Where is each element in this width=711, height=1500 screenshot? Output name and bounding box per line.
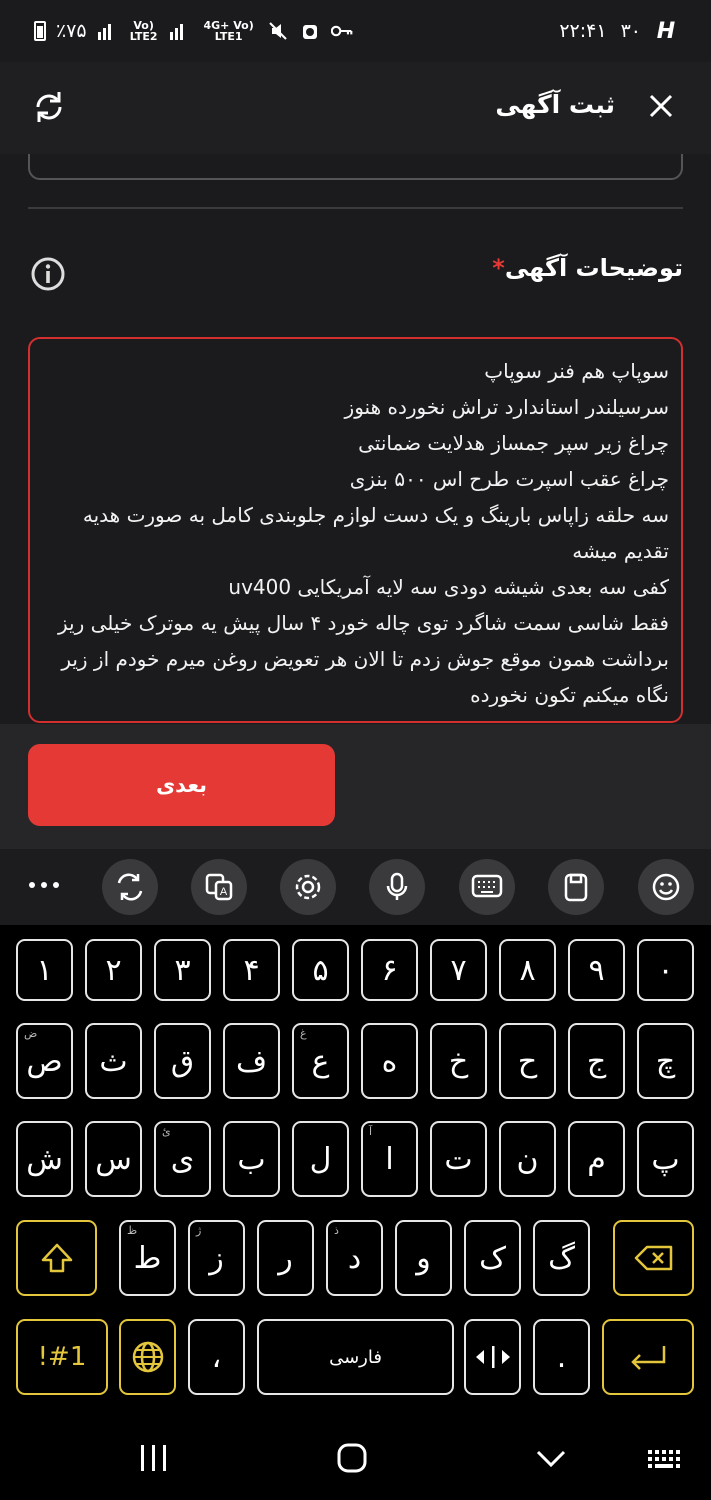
next-button[interactable]: بعدی <box>28 744 335 826</box>
key-label: ت <box>444 1141 473 1177</box>
key-hint: غ <box>300 1027 307 1040</box>
info-icon[interactable] <box>30 256 66 292</box>
description-line: تقدیم میشه <box>572 539 669 563</box>
microphone-icon[interactable] <box>369 859 425 915</box>
key-letter[interactable] <box>85 1121 142 1197</box>
mute-icon <box>267 21 289 41</box>
divider <box>28 207 683 209</box>
key-letter[interactable] <box>292 1121 349 1197</box>
key-label: ث <box>99 1043 128 1079</box>
keyboard-switch-icon[interactable] <box>646 1448 684 1476</box>
key-letter[interactable] <box>568 1121 625 1197</box>
shift-key[interactable] <box>16 1220 97 1296</box>
key-label: ر <box>278 1240 293 1276</box>
globe-icon <box>131 1340 165 1374</box>
key-label: م <box>587 1141 606 1177</box>
key-letter[interactable] <box>326 1220 383 1296</box>
key-icon <box>331 21 353 41</box>
description-line: کفی سه بعدی شیشه دودی سه لایه آمریکایی uv400 <box>228 575 669 599</box>
key-hint: آ <box>369 1125 373 1138</box>
app-bar <box>0 62 711 154</box>
app-h-icon: H <box>656 18 676 44</box>
navigation-bar <box>0 1420 711 1500</box>
svg-text:A: A <box>219 886 228 898</box>
key-label: ج <box>586 1043 607 1079</box>
enter-key[interactable] <box>602 1319 694 1395</box>
description-line: سرسیلندر استاندارد تراش نخورده هنوز <box>344 395 669 419</box>
key-label: ص <box>26 1043 63 1079</box>
key-letter[interactable] <box>568 1023 625 1099</box>
key-letter[interactable] <box>223 1121 280 1197</box>
description-line: نگاه میکنم تکون نخورده <box>470 683 669 707</box>
cursor-key[interactable] <box>464 1319 521 1395</box>
key-label: ن <box>516 1141 539 1177</box>
key-letter[interactable] <box>361 1121 418 1197</box>
period-key[interactable]: . <box>533 1319 590 1395</box>
key-label: ق <box>170 1043 195 1079</box>
key-letter[interactable] <box>361 1023 418 1099</box>
key-digit-7[interactable]: ۷ <box>430 939 487 1001</box>
chevron-down-icon[interactable] <box>535 1444 567 1476</box>
refresh-icon[interactable] <box>30 88 68 126</box>
text-convert-icon[interactable] <box>102 859 158 915</box>
key-label: چ <box>655 1043 676 1079</box>
page-title: ثبت آگهی <box>495 90 615 119</box>
network-label-1: Vo) LTE2 <box>129 19 158 43</box>
description-line: فقط شاسی سمت شاگرد توی چاله خورد ۴ سال پیش یه موترک خیلی ریز <box>58 611 669 635</box>
key-label: ه <box>381 1043 398 1079</box>
key-digit-3[interactable]: ۳ <box>154 939 211 1001</box>
key-letter[interactable] <box>499 1023 556 1099</box>
keyboard-mode-icon[interactable] <box>459 859 515 915</box>
signal-icon-2 <box>169 21 191 41</box>
date-number: ۳۰ <box>620 20 641 42</box>
shift-icon <box>39 1241 75 1275</box>
home-icon[interactable] <box>336 1442 368 1478</box>
language-key[interactable] <box>119 1319 176 1395</box>
key-hint: ظ <box>127 1224 138 1237</box>
description-textarea[interactable] <box>28 337 683 723</box>
comma-key[interactable]: ، <box>188 1319 245 1395</box>
recycle-icon <box>299 21 321 41</box>
bottom-action-area <box>0 724 711 849</box>
key-hint: ژ <box>196 1224 202 1237</box>
section-title <box>486 254 683 282</box>
key-digit-9[interactable]: ۹ <box>568 939 625 1001</box>
status-bar <box>0 0 711 62</box>
settings-icon[interactable] <box>280 859 336 915</box>
recent-apps-icon[interactable] <box>138 1442 170 1478</box>
key-label: س <box>95 1141 132 1177</box>
cursor-move-icon <box>473 1344 513 1370</box>
clipboard-icon[interactable] <box>548 859 604 915</box>
key-label: ع <box>311 1043 330 1079</box>
key-label: پ <box>651 1141 680 1177</box>
description-line: چراغ عقب اسپرت طرح اس ۵۰۰ بنزی <box>349 467 669 491</box>
key-letter[interactable] <box>464 1220 521 1296</box>
key-hint: ئ <box>162 1125 171 1138</box>
key-label: ش <box>26 1141 63 1177</box>
key-digit-6[interactable]: ۶ <box>361 939 418 1001</box>
form-content <box>0 154 711 724</box>
key-digit-0[interactable]: ۰ <box>637 939 694 1001</box>
key-letter[interactable] <box>85 1023 142 1099</box>
network-label-2: 4G+ Vo) LTE1 <box>203 19 254 43</box>
key-letter[interactable] <box>154 1023 211 1099</box>
enter-icon <box>626 1342 670 1372</box>
key-digit-8[interactable]: ۸ <box>499 939 556 1001</box>
key-letter[interactable] <box>292 1023 349 1099</box>
more-options-icon[interactable] <box>26 871 62 901</box>
key-letter[interactable] <box>395 1220 452 1296</box>
key-label: ل <box>309 1141 332 1177</box>
key-label: د <box>347 1240 362 1276</box>
backspace-key[interactable] <box>613 1220 694 1296</box>
emoji-icon[interactable] <box>638 859 694 915</box>
key-letter[interactable] <box>257 1220 314 1296</box>
key-label: ا <box>385 1141 394 1177</box>
key-letter[interactable] <box>188 1220 245 1296</box>
battery-level: ٪۷۵ <box>56 20 87 42</box>
key-letter[interactable] <box>499 1121 556 1197</box>
close-icon[interactable] <box>645 90 677 122</box>
key-digit-5[interactable]: ۵ <box>292 939 349 1001</box>
description-line: چراغ زیر سپر جمساز هدلایت ضمانتی <box>358 431 669 455</box>
description-line: سوپاپ هم فنر سوپاپ <box>484 359 669 383</box>
key-letter[interactable] <box>430 1023 487 1099</box>
required-mark: * <box>492 254 505 282</box>
key-digit-4[interactable]: ۴ <box>223 939 280 1001</box>
clock: ۲۲:۴۱ <box>559 20 607 42</box>
description-line: برداشت همون موقع جوش زدم تا الان هر تعویض روغن میرم خودم از زیر <box>61 647 669 671</box>
description-line: سه حلقه زاپاس بارینگ و یک دست لوازم جلوبندی کامل به صورت هدیه <box>82 503 669 527</box>
key-digit-2[interactable]: ۲ <box>85 939 142 1001</box>
key-digit-1[interactable]: ۱ <box>16 939 73 1001</box>
key-label: ز <box>209 1240 224 1276</box>
key-letter[interactable] <box>637 1121 694 1197</box>
translate-icon[interactable] <box>191 859 247 915</box>
key-label: ط <box>133 1240 162 1276</box>
key-letter[interactable] <box>16 1023 73 1099</box>
key-letter[interactable] <box>119 1220 176 1296</box>
key-label: و <box>416 1240 431 1276</box>
key-label: ح <box>517 1043 538 1079</box>
key-hint: ض <box>24 1027 38 1040</box>
section-title-text: توضیحات آگهی <box>504 254 683 282</box>
key-letter[interactable] <box>223 1023 280 1099</box>
key-label: ب <box>237 1141 266 1177</box>
key-letter[interactable] <box>637 1023 694 1099</box>
battery-icon <box>34 21 46 41</box>
key-label: ک <box>479 1240 506 1276</box>
space-key[interactable]: فارسی <box>257 1319 454 1395</box>
key-label: خ <box>448 1043 469 1079</box>
key-letter[interactable] <box>533 1220 590 1296</box>
signal-icon <box>97 21 119 41</box>
symbols-key[interactable]: !#1 <box>16 1319 108 1395</box>
key-label: ی <box>170 1141 195 1177</box>
previous-field[interactable] <box>28 154 683 180</box>
keyboard <box>0 925 711 1420</box>
key-letter[interactable] <box>154 1121 211 1197</box>
key-letter[interactable] <box>430 1121 487 1197</box>
key-label: ف <box>235 1043 268 1079</box>
key-label: گ <box>548 1240 575 1276</box>
keyboard-toolbar <box>0 849 711 925</box>
key-hint: ذ <box>334 1224 339 1237</box>
backspace-icon <box>633 1243 675 1273</box>
key-letter[interactable] <box>16 1121 73 1197</box>
